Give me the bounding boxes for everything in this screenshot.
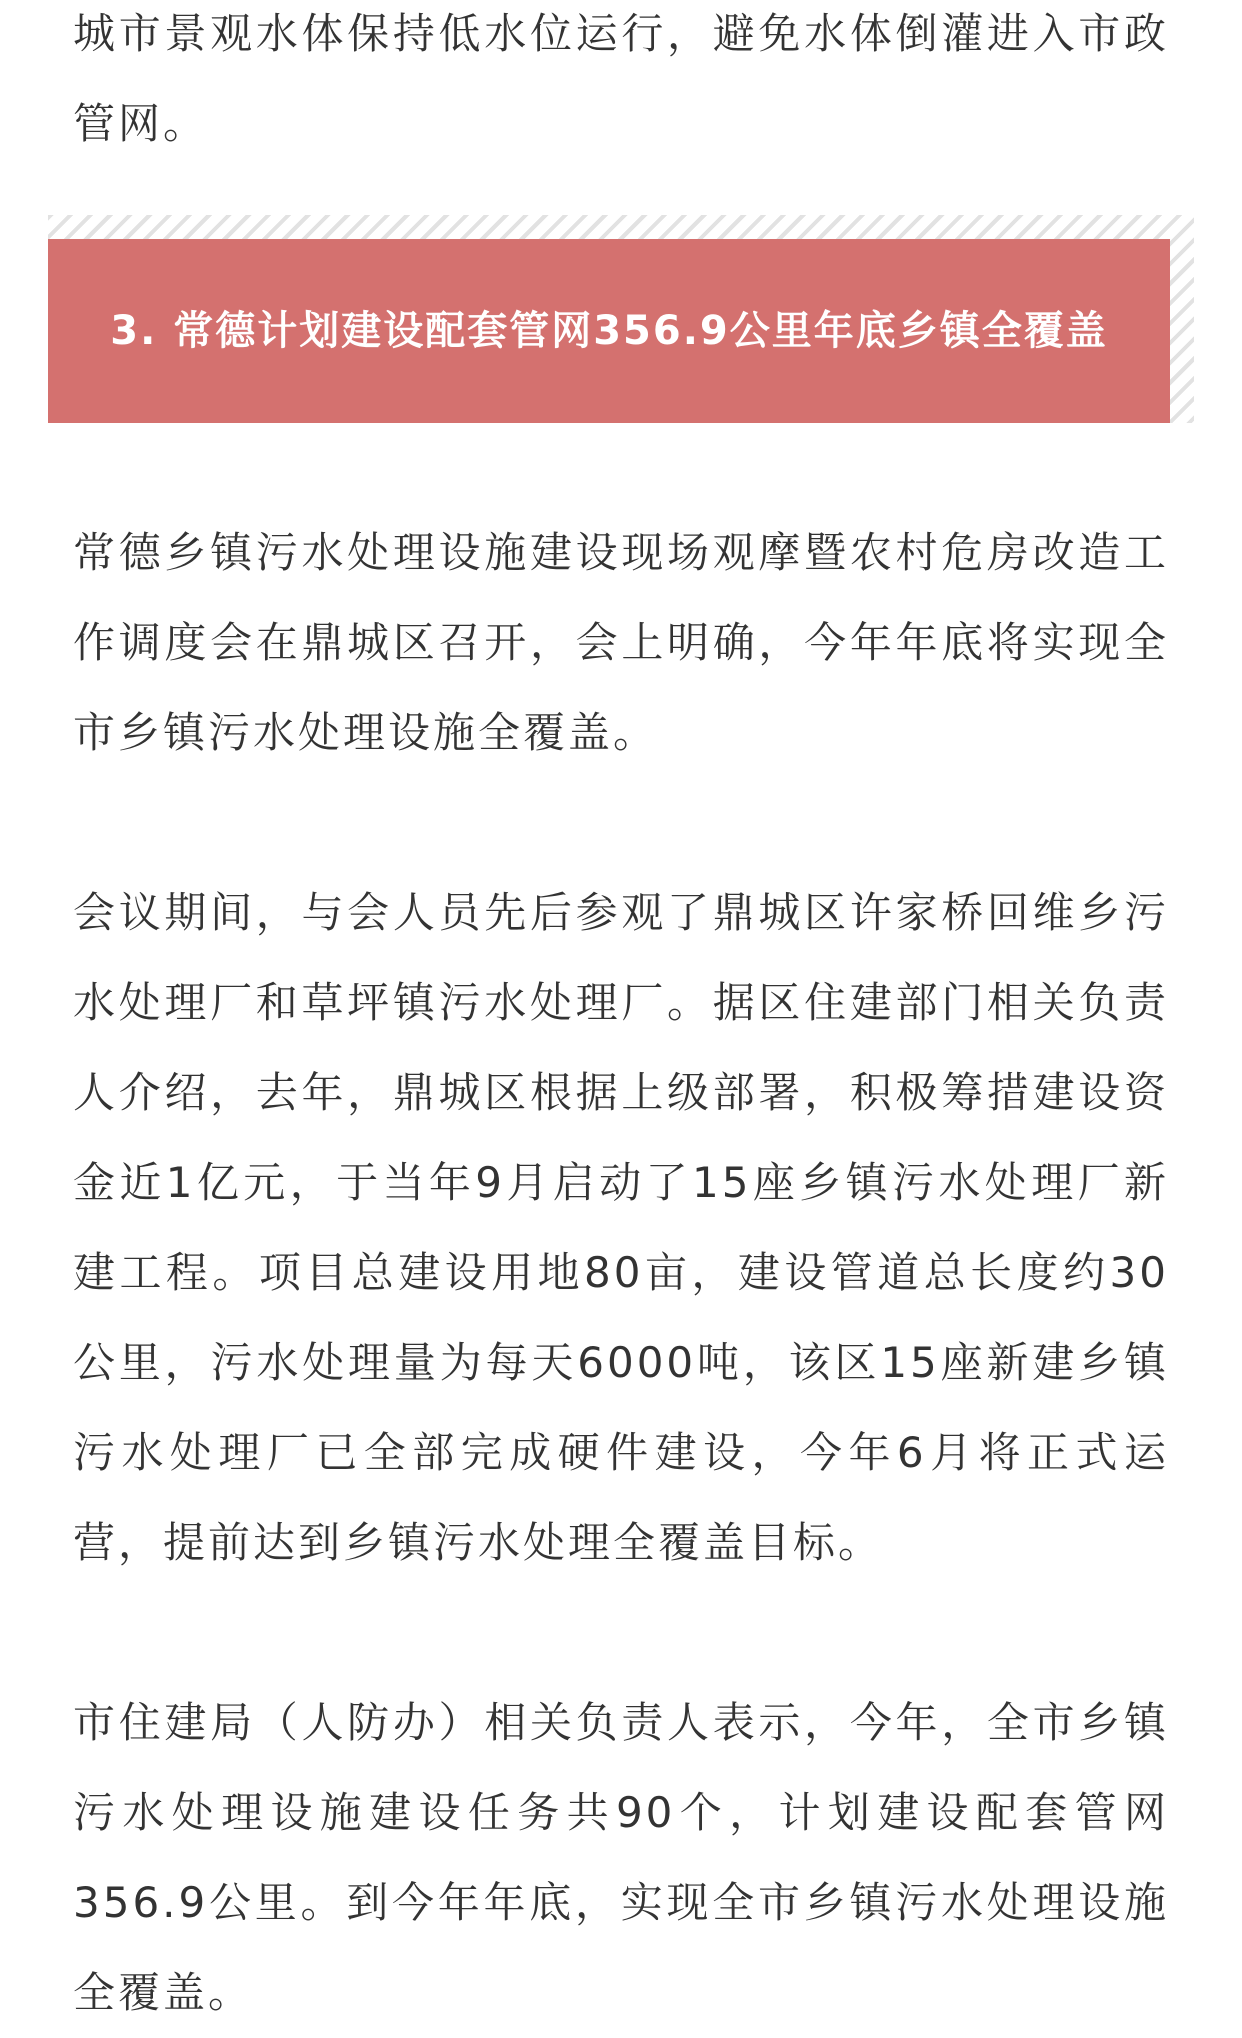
paragraph: 常德乡镇污水处理设施建设现场观摩暨农村危房改造工作调度会在鼎城区召开，会上明确，今年年底将实现全市乡镇污水处理设施全覆盖。: [73, 528, 1169, 757]
paragraph: 市住建局（人防办）相关负责人表示，今年，全市乡镇污水处理设施建设任务共90个，计划建设配套管网356.9公里。到今年年底，实现全市乡镇污水处理设施全覆盖。: [73, 1698, 1169, 2017]
heading-box: [48, 239, 1170, 423]
paragraph: 会议期间，与会人员先后参观了鼎城区许家桥回维乡污水处理厂和草坪镇污水处理厂。据区住建部门相关负责人介绍，去年，鼎城区根据上级部署，积极筹措建设资金近1亿元，于当年9月启动了15座乡镇污水处理厂新建工程。项目总建设用地80亩，建设管道总长度约30公里，污水处理量为每天6000吨，该区15座新建乡镇污水处理厂已全部完成硬件建设，今年6月将正式运营，提前达到乡镇污水处理全覆盖目标。: [73, 888, 1169, 1567]
section-heading: [48, 215, 1194, 423]
section-heading-text: 3. 常德计划建设配套管网356.9公里年底乡镇全覆盖: [110, 308, 1108, 354]
intro-paragraph: 城市景观水体保持低水位运行，避免水体倒灌进入市政管网。: [73, 9, 1169, 148]
